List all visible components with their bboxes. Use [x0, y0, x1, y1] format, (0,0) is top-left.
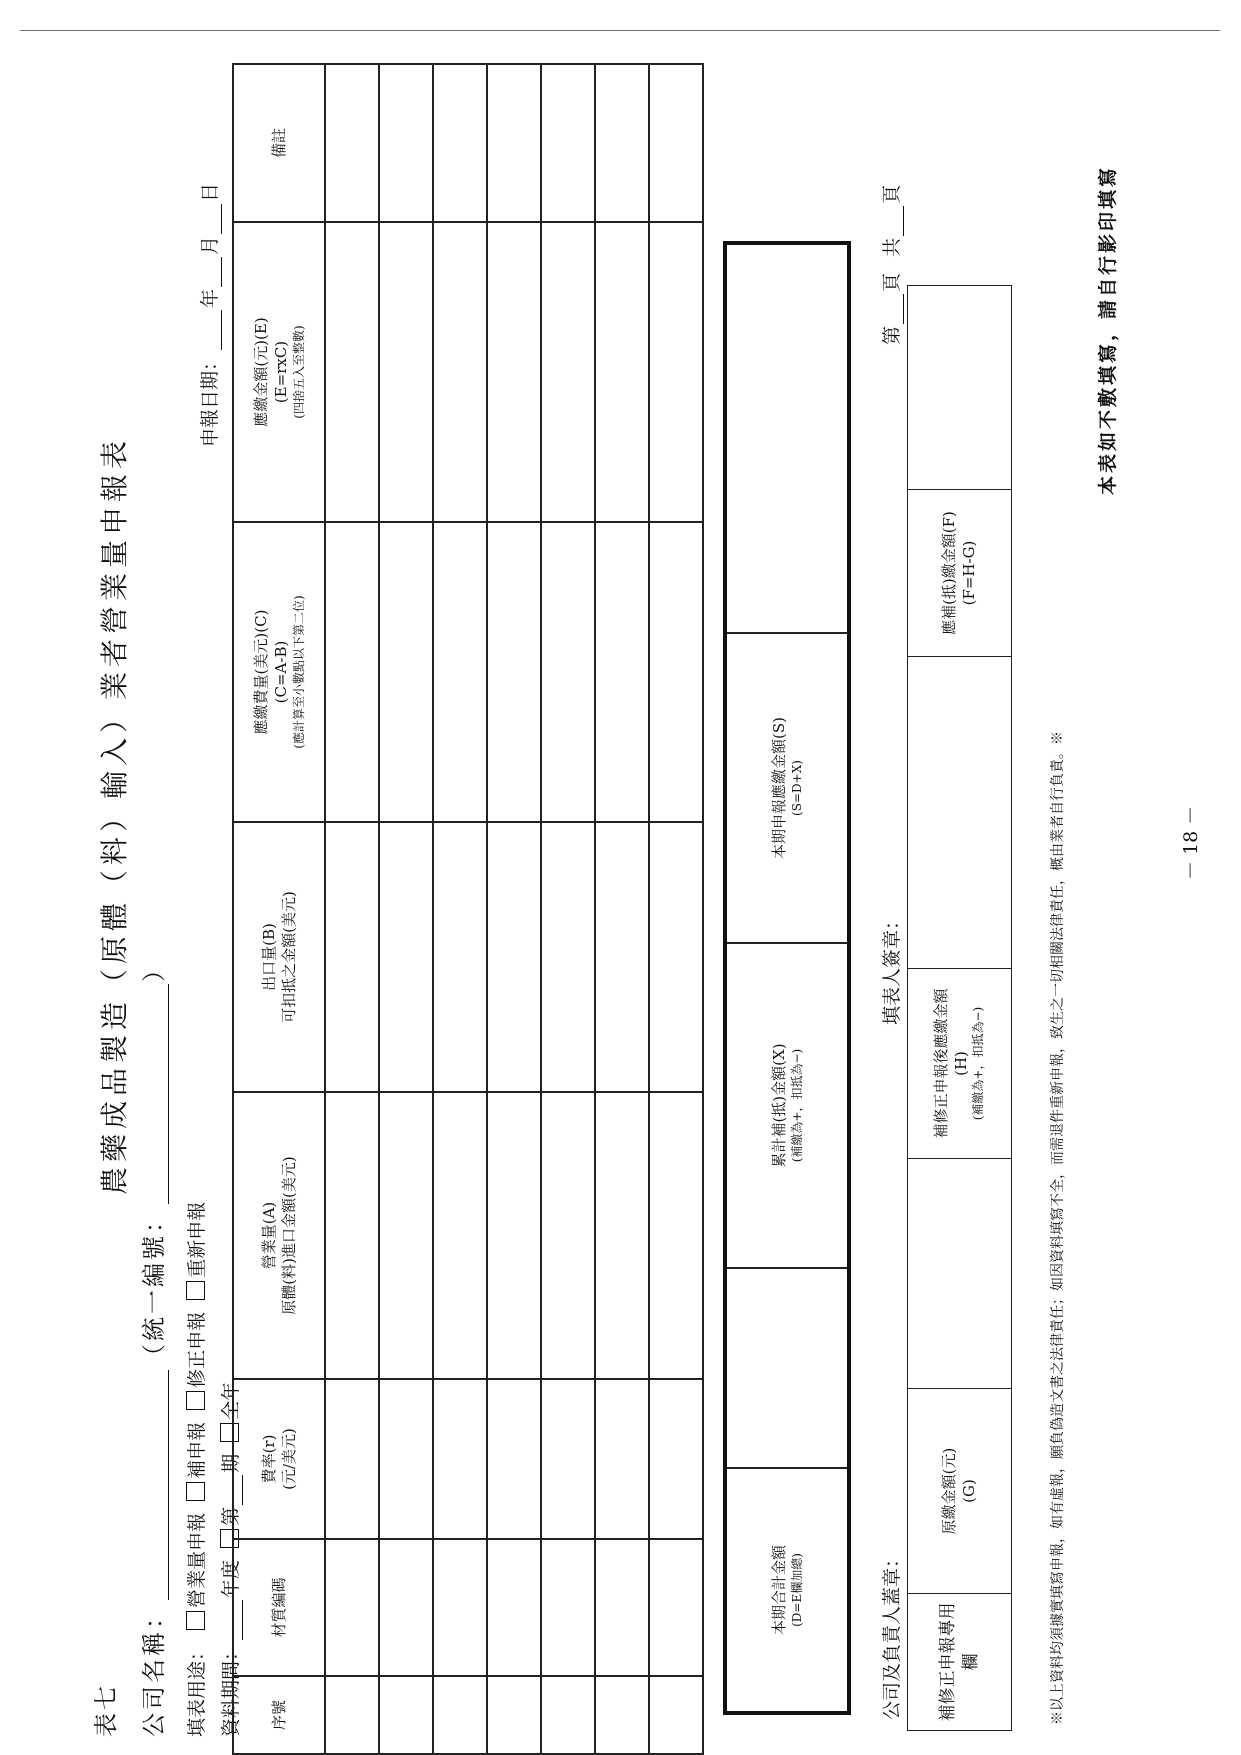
table-cell[interactable]	[433, 1539, 487, 1676]
purpose-checkbox-2[interactable]	[186, 1482, 205, 1501]
table-row	[433, 64, 487, 1754]
form-title: 農藥成品製造（原體（料）輸入）業者營業量申報表	[98, 435, 131, 1195]
d-total-value-cell[interactable]	[725, 1268, 849, 1468]
table-row	[379, 64, 433, 1754]
h-label-cell: 補修正申報後應繳金額 (H) (補繳為+，扣抵為−)	[908, 969, 1012, 1159]
header-business-volume: 營業量(A) 原體(料)進口金額(美元)	[233, 1092, 325, 1379]
purpose-label: 填表用途：	[186, 1641, 208, 1737]
table-cell[interactable]	[595, 1539, 649, 1676]
header-export-volume: 出口量(B) 可扣抵之金額(美元)	[233, 822, 325, 1092]
report-date-line	[195, 183, 222, 447]
header-rate: 費率(r) (元/美元)	[233, 1379, 325, 1539]
correction-box	[907, 285, 1012, 1731]
purpose-checkbox-3[interactable]	[186, 1391, 205, 1410]
table-cell[interactable]	[595, 64, 649, 222]
correction-label-cell: 補修正申報專用欄	[908, 1594, 1012, 1731]
h-value-cell[interactable]	[908, 657, 1012, 969]
purpose-option-4: 重新申報	[186, 1201, 208, 1278]
table-cell[interactable]	[433, 64, 487, 222]
main-table-header	[233, 64, 325, 1754]
purpose-option-3: 修正申報	[186, 1311, 208, 1388]
period-nth-label: 第	[220, 1506, 242, 1526]
table-cell[interactable]	[325, 1539, 379, 1676]
table-cell[interactable]	[487, 64, 541, 222]
table-cell[interactable]	[541, 822, 595, 1092]
report-month-unit: 月	[199, 235, 221, 255]
page-number: － 18 －	[1180, 805, 1202, 880]
period-label: 資料期間：	[220, 1641, 242, 1737]
tax-id-label: （統一編號：	[140, 1206, 168, 1368]
table-row	[541, 64, 595, 1754]
header-material-code: 材質編碼	[233, 1539, 325, 1676]
insufficient-note: 本表如不敷填寫，請自行影印填寫	[1097, 164, 1119, 495]
d-total-label-cell: 本期合計金額 (D=E欄加總)	[725, 1468, 849, 1713]
table-cell[interactable]	[541, 522, 595, 822]
legal-note: ※以上資料均須據實填寫申報，如有虛報，願負偽造文書之法律責任；如因資料填寫不全，而需退件重新申報，致生之一切相關法律責任，概由業者自行負責。※	[1050, 731, 1066, 1725]
table-cell[interactable]	[541, 222, 595, 522]
filler-signature-label: 填表人簽章：	[881, 910, 903, 1025]
table-cell[interactable]	[649, 822, 703, 1092]
header-fee-amount: 應繳金額(元)(E) (E=rxC) (四捨五入至整數)	[233, 222, 325, 522]
report-day-field[interactable]	[201, 204, 222, 234]
tax-id-field[interactable]	[148, 984, 169, 1204]
purpose-option-2: 補申報	[186, 1421, 208, 1479]
table-cell[interactable]	[379, 1539, 433, 1676]
table-cell[interactable]	[379, 1676, 433, 1754]
purpose-checkbox-1[interactable]	[186, 1611, 205, 1630]
table-cell[interactable]	[433, 1379, 487, 1539]
table-cell[interactable]	[595, 222, 649, 522]
report-year-field[interactable]	[201, 310, 222, 350]
tax-id-close: ）	[140, 955, 168, 982]
table-cell[interactable]	[325, 1676, 379, 1754]
table-cell[interactable]	[649, 522, 703, 822]
table-cell[interactable]	[325, 822, 379, 1092]
table-cell[interactable]	[649, 222, 703, 522]
header-remarks: 備註	[233, 64, 325, 222]
purpose-line	[182, 1202, 209, 1737]
table-cell[interactable]	[379, 822, 433, 1092]
purpose-option-1: 營業量申報	[186, 1512, 208, 1608]
f-value-cell[interactable]	[908, 286, 1012, 490]
table-row	[487, 64, 541, 1754]
table-cell[interactable]	[487, 1676, 541, 1754]
table-cell[interactable]	[487, 822, 541, 1092]
period-year-unit: 年度	[220, 1559, 242, 1598]
table-cell[interactable]	[487, 1092, 541, 1379]
company-name-field[interactable]	[148, 1370, 169, 1600]
full-year-label: 全年	[220, 1381, 242, 1420]
table-cell[interactable]	[649, 1676, 703, 1754]
form-id: 表七	[92, 1683, 120, 1737]
table-cell[interactable]	[325, 64, 379, 222]
table-cell[interactable]	[379, 222, 433, 522]
main-table	[232, 63, 704, 1755]
table-cell[interactable]	[487, 522, 541, 822]
table-cell[interactable]	[379, 522, 433, 822]
table-cell[interactable]	[487, 1379, 541, 1539]
table-cell[interactable]	[325, 1092, 379, 1379]
table-cell[interactable]	[325, 522, 379, 822]
table-cell[interactable]	[649, 1379, 703, 1539]
table-cell[interactable]	[541, 64, 595, 222]
header-fee-volume: 應繳費量(美元)(C) (C=A-B) (應計算至小數點以下第二位)	[233, 522, 325, 822]
table-cell[interactable]	[649, 1539, 703, 1676]
table-cell[interactable]	[433, 1676, 487, 1754]
company-line	[134, 955, 169, 1737]
table-cell[interactable]	[379, 1379, 433, 1539]
period-unit: 期	[220, 1453, 242, 1473]
table-cell[interactable]	[433, 822, 487, 1092]
table-cell[interactable]	[595, 1676, 649, 1754]
table-cell[interactable]	[649, 64, 703, 222]
table-row	[649, 64, 703, 1754]
table-cell[interactable]	[541, 1539, 595, 1676]
report-date-label: 申報日期：	[199, 351, 221, 447]
company-name-label: 公司名稱：	[140, 1602, 168, 1737]
table-cell[interactable]	[433, 222, 487, 522]
s-amount-label-cell: 本期申報應繳金額(S) (S=D+X)	[725, 633, 849, 943]
table-cell[interactable]	[325, 1379, 379, 1539]
table-cell[interactable]	[433, 522, 487, 822]
report-day-unit: 日	[199, 182, 221, 202]
table-cell[interactable]	[433, 1092, 487, 1379]
table-cell[interactable]	[379, 1092, 433, 1379]
table-row	[595, 64, 649, 1754]
header-seq: 序號	[233, 1676, 325, 1754]
table-cell[interactable]	[595, 822, 649, 1092]
table-cell[interactable]	[325, 222, 379, 522]
table-cell[interactable]	[541, 1379, 595, 1539]
page-counter: 第頁 共頁	[881, 184, 903, 345]
table-cell[interactable]	[541, 1092, 595, 1379]
table-cell[interactable]	[595, 1092, 649, 1379]
total-box	[723, 241, 851, 1715]
report-year-unit: 年	[199, 288, 221, 308]
purpose-checkbox-4[interactable]	[186, 1281, 205, 1300]
table-cell[interactable]	[379, 64, 433, 222]
g-label-cell: 原繳金額(元) (G)	[908, 1389, 1012, 1594]
s-amount-value-cell[interactable]	[725, 243, 849, 633]
g-value-cell[interactable]	[908, 1159, 1012, 1389]
owner-seal-label: 公司及負責人蓋章：	[881, 1548, 903, 1720]
table-cell[interactable]	[595, 522, 649, 822]
table-cell[interactable]	[487, 1539, 541, 1676]
report-month-field[interactable]	[201, 257, 222, 287]
f-label-cell: 應補(抵)繳金額(F)(F=H-G)	[908, 490, 1012, 657]
x-cumulative-label-cell: 累計補(抵)金額(X) (補繳為+，扣抵為−)	[725, 943, 849, 1268]
table-cell[interactable]	[487, 222, 541, 522]
table-cell[interactable]	[541, 1676, 595, 1754]
table-cell[interactable]	[649, 1092, 703, 1379]
table-cell[interactable]	[595, 1379, 649, 1539]
table-row	[325, 64, 379, 1754]
